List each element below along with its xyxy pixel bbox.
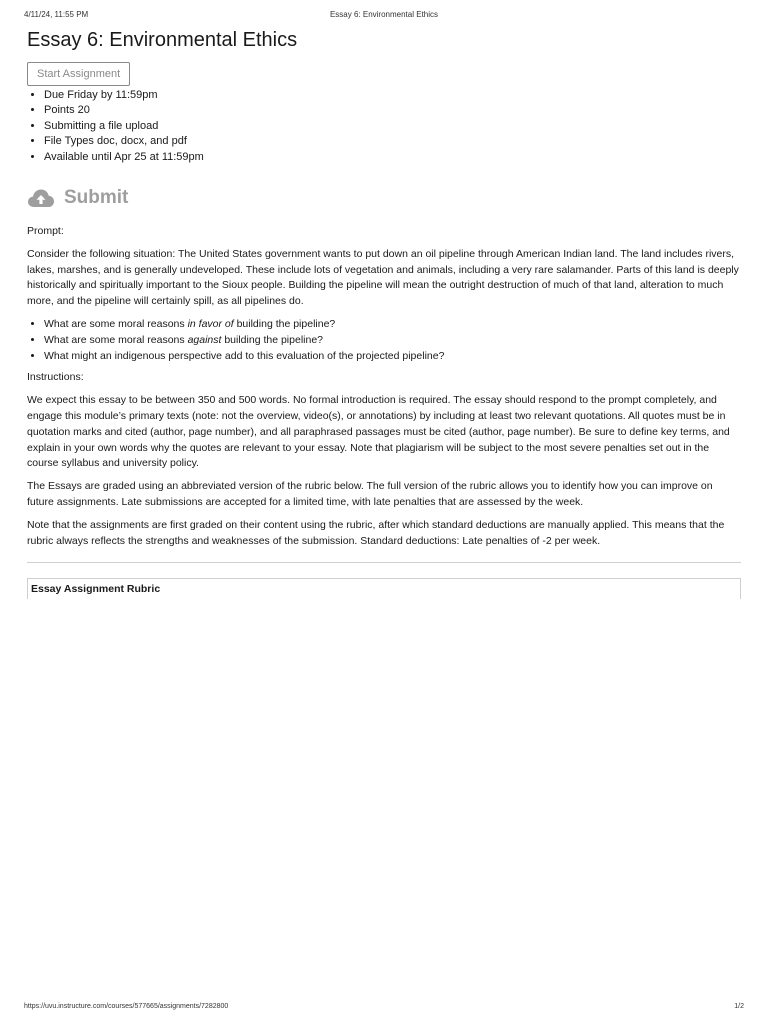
instructions-paragraph: We expect this essay to be between 350 and 500 words. No formal introduction is required. The essay should respond to the prompt completely, and engage this module’s primary texts (note: not the overview, video(s), or annotations) by including at least two relevant quotations. All quotes must be in quotation marks and cited (author, page number), and all paraphrased passages must be cited (author, page number). Be sure to define key terms, and explain in your own words why the quotes are relevant to your essay. Note that plagiarism will be subject to the most severe penalties set out in the course syllabus and university policy. [27,394,730,470]
question-item [44,349,741,365]
print-date: 4/11/24, 11:55 PM [24,10,89,19]
question-text: What are some moral reasons [44,318,188,331]
detail-due: • Due Friday by 11:59pm [44,88,741,103]
print-header [24,10,744,22]
submit-button[interactable] [27,185,741,211]
grading-paragraph: The Essays are graded using an abbreviated version of the rubric below. The full version of the rubric allows you to identify how you can improve on future assignments. Late submissions are accepted for a limited time, with late penalties that are assessed by the week. [27,480,713,508]
question-emphasis: against [187,333,222,346]
print-page-number: 1/2 [734,1003,744,1010]
question-item [44,333,741,349]
question-text: building the pipeline? [233,318,336,331]
detail-points: • Points 20 [44,103,741,118]
assignment-content [27,28,741,599]
print-doc-title: Essay 6: Environmental Ethics [329,10,439,19]
question-emphasis: in favor of [187,318,234,331]
prompt-paragraph: Consider the following situation: The United States government wants to put down an oil pipeline through American Indian land. The land includes rivers, lakes, marshes, and is generally undeveloped. These include lots of vegetation and animals, including a very rare salamander. Parts of this land is deeply historically and spiritually important to the Sioux people. Building the pipeline will mean the outright destruction of much of that land, alteration to much more, and the pipeline will certainly spill, as all pipelines do. [27,247,739,308]
question-item [44,317,741,333]
detail-available: • Available until Apr 25 at 11:59pm [44,150,741,165]
deductions-paragraph: Note that the assignments are first graded on their content using the rubric, after which standard deductions are manually applied. This means that the rubric always reflects the strengths and weaknesses of the submission. Standard deductions: Late penalties of -2 per week. [27,518,725,547]
prompt-label: Prompt: [27,225,64,238]
assignment-details [27,88,741,165]
prompt-questions [27,317,741,364]
rubric-table [27,578,741,599]
rubric-title: Essay Assignment Rubric [31,583,161,596]
submit-label: Submit [64,187,129,209]
section-divider [27,562,741,563]
detail-submitting: • Submitting a file upload [44,119,741,134]
print-footer [24,1003,744,1015]
instructions-label: Instructions: [27,371,84,384]
question-text: What might an indigenous perspective add to this evaluation of the projected pipeline? [44,349,445,362]
start-assignment-button[interactable]: Start Assignment [27,62,130,86]
assignment-description [27,224,741,549]
question-text: What are some moral reasons [44,333,188,346]
print-url: https://uvu.instructure.com/courses/577665/assignments/7282800 [24,1003,229,1010]
cloud-upload-icon [27,188,55,208]
question-text: building the pipeline? [221,333,324,346]
detail-file-types: • File Types doc, docx, and pdf [44,134,741,149]
page-title: Essay 6: Environmental Ethics [27,29,298,51]
